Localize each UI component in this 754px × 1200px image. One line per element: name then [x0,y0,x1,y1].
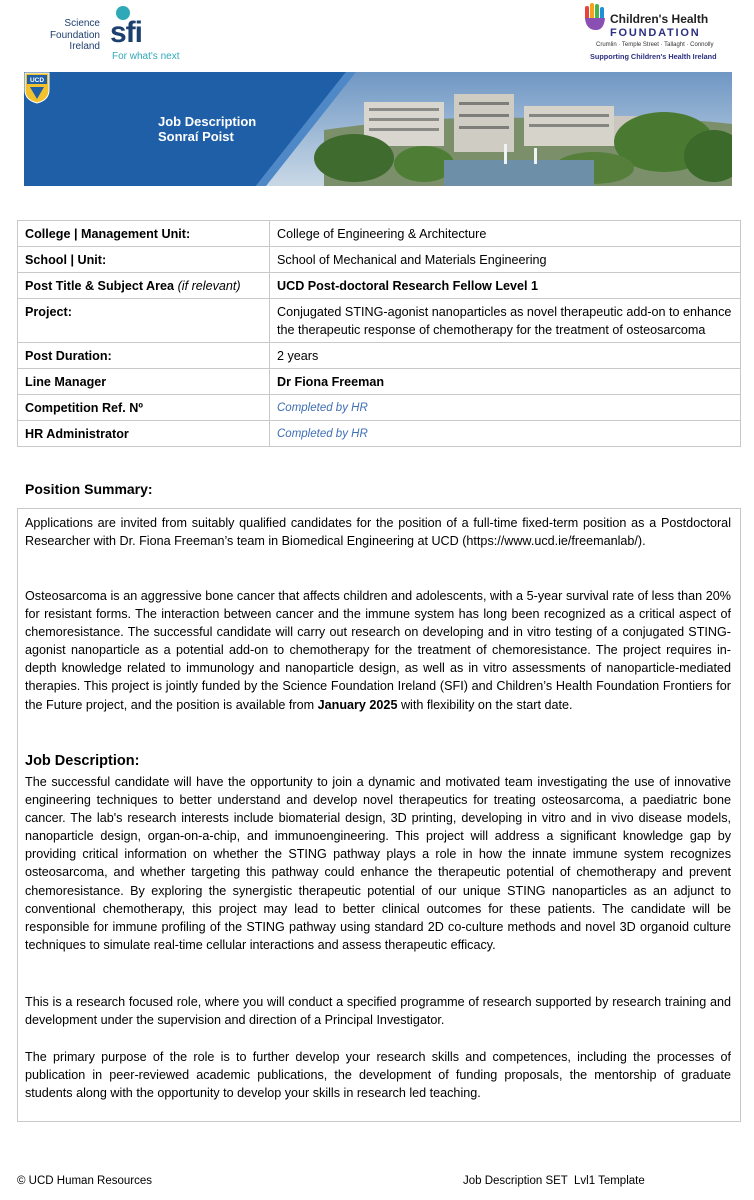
job-description-paragraph-1: The successful candidate will have the opportunity to join a dynamic and motivated team investigating the use of innovative engineering techniques to better understand and develop novel therapeutics for treating osteosarcoma, a paediatric bone cancer. The lab's research interests include biomaterial design, 3D printing, developing in vitro and in vivo disease models, nanoparticle design, organ-on-a-chip, and immunoengineering. This project will address a significant knowledge gap by providing critical information on whether the STING pathway plays a role in how the innate immune system recognizes osteosarcoma, and whether targeting this pathway could enhance the therapeutic potential of chemotherapy and prevent chemoresistance. By exploring the synergistic therapeutic potential of our unique STING nanoparticles as an adjunct to conventional chemotherapy, this project may lead to better clinical outcomes for these patients. The candidate will be responsible for immune profiling of the STING pathway using standard 2D co-culture methods and novel 3D organoid culture techniques to simulate real-time cellular interactions and assess therapeutic efficacy. [25,775,731,952]
row-label: HR Administrator [18,421,270,447]
header-banner [24,72,732,186]
row-label: College | Management Unit: [18,221,270,247]
row-label: Line Manager [18,369,270,395]
sfi-line3: Ireland [69,41,100,52]
job-info-table [17,220,741,447]
job-description-heading: Job Description: [25,753,140,769]
sfi-mark: sfi [110,16,143,49]
banner-title [158,114,256,144]
banner-title-ga: Sonraí Poist [158,129,234,144]
row-label-note: (if relevant) [177,279,241,293]
table-row [18,247,741,273]
row-value: 2 years [270,343,741,369]
summary-paragraph-2 [25,587,731,714]
chf-foundation: FOUNDATION [610,27,701,39]
table-row [18,273,741,299]
childrens-health-foundation-logo [578,2,738,64]
row-value: School of Mechanical and Materials Engineering [270,247,741,273]
sfi-tagline: For what's next [112,51,180,62]
start-date: January 2025 [317,697,398,712]
hand-icon [582,2,608,32]
job-description-paragraph-2: This is a research focused role, where you will conduct a specified programme of research supported by research training and development under the supervision and direction of a Principal Investigator. [25,995,731,1028]
position-summary-heading: Position Summary: [25,481,153,497]
row-value: Completed by HR [270,395,741,421]
row-value: UCD Post-doctoral Research Fellow Level 1 [270,273,741,299]
table-row [18,369,741,395]
table-row [18,299,741,343]
job-description-paragraph-3: The primary purpose of the role is to further develop your research skills and competences, including the processes of publication in peer-reviewed academic publications, the development of funding proposals, the mentorship of graduate students along with the opportunity to develop your skills in research led teaching. [25,1050,731,1101]
table-row [18,221,741,247]
sfi-logo [30,4,180,64]
table-row [18,421,741,447]
row-value: College of Engineering & Architecture [270,221,741,247]
table-row [18,395,741,421]
summary-paragraph-2-tail: with flexibility on the start date. [397,697,573,712]
row-label: School | Unit: [18,247,270,273]
row-label: Competition Ref. Nº [18,395,270,421]
summary-paragraph-1: Applications are invited from suitably qualified candidates for the position of a full-time fixed-term position as a Postdoctoral Researcher with Dr. Fiona Freeman’s team in Biomedical Engineering at UCD (https://www.ucd.ie/freemanlab/). [25,516,731,549]
row-value: Completed by HR [270,421,741,447]
chf-support: Supporting Children's Health Ireland [590,52,717,61]
sfi-logo-wordmark [30,18,100,53]
sfi-line2: Foundation [49,29,100,41]
banner-title-en: Job Description [158,114,257,129]
campus-photo [24,72,732,186]
ucd-crest-icon [24,72,50,104]
summary-paragraph-2-text: Osteosarcoma is an aggressive bone cancer that affects children and adolescents, with a 5-year survival rate of less than 20% for resistant forms. The interaction between cancer and the immune system has long been recognized as a critical aspect of chemoresistance. The successful candidate will carry out research on developing and in vitro testing of a conjugated STING-agonist nanoparticle as a potential add-on to chemotherapy for the treatment of chemoresistance. The project requires in-depth knowledge related to immunology and nanoparticle design, as well as in vitro assessments of nanoparticle-mediated therapies. This project is jointly funded by the Science Foundation Ireland (SFI) and Children’s Health Foundation Frontiers for the Future project, and the position is available from [25,589,731,712]
table-row [18,343,741,369]
row-label-text: Post Title & Subject Area [25,279,178,293]
ucd-crest-text: UCD [29,77,45,84]
chf-title: Children's Health [610,12,709,26]
chf-sites: Crumlin · Temple Street · Tallaght · Connolly [596,42,714,48]
row-value: Dr Fiona Freeman [270,369,741,395]
footer-template-name: Job Description SET Lvl1 Template [463,1175,645,1187]
row-label: Post Duration: [18,343,270,369]
row-value: Conjugated STING-agonist nanoparticles as novel therapeutic add-on to enhance the therapeutic response of chemotherapy for the treatment of osteosarcoma [270,299,741,343]
footer-copyright: © UCD Human Resources [17,1175,153,1187]
row-label: Project: [18,299,270,343]
sfi-line1: Science [64,18,100,29]
row-label [18,273,270,299]
